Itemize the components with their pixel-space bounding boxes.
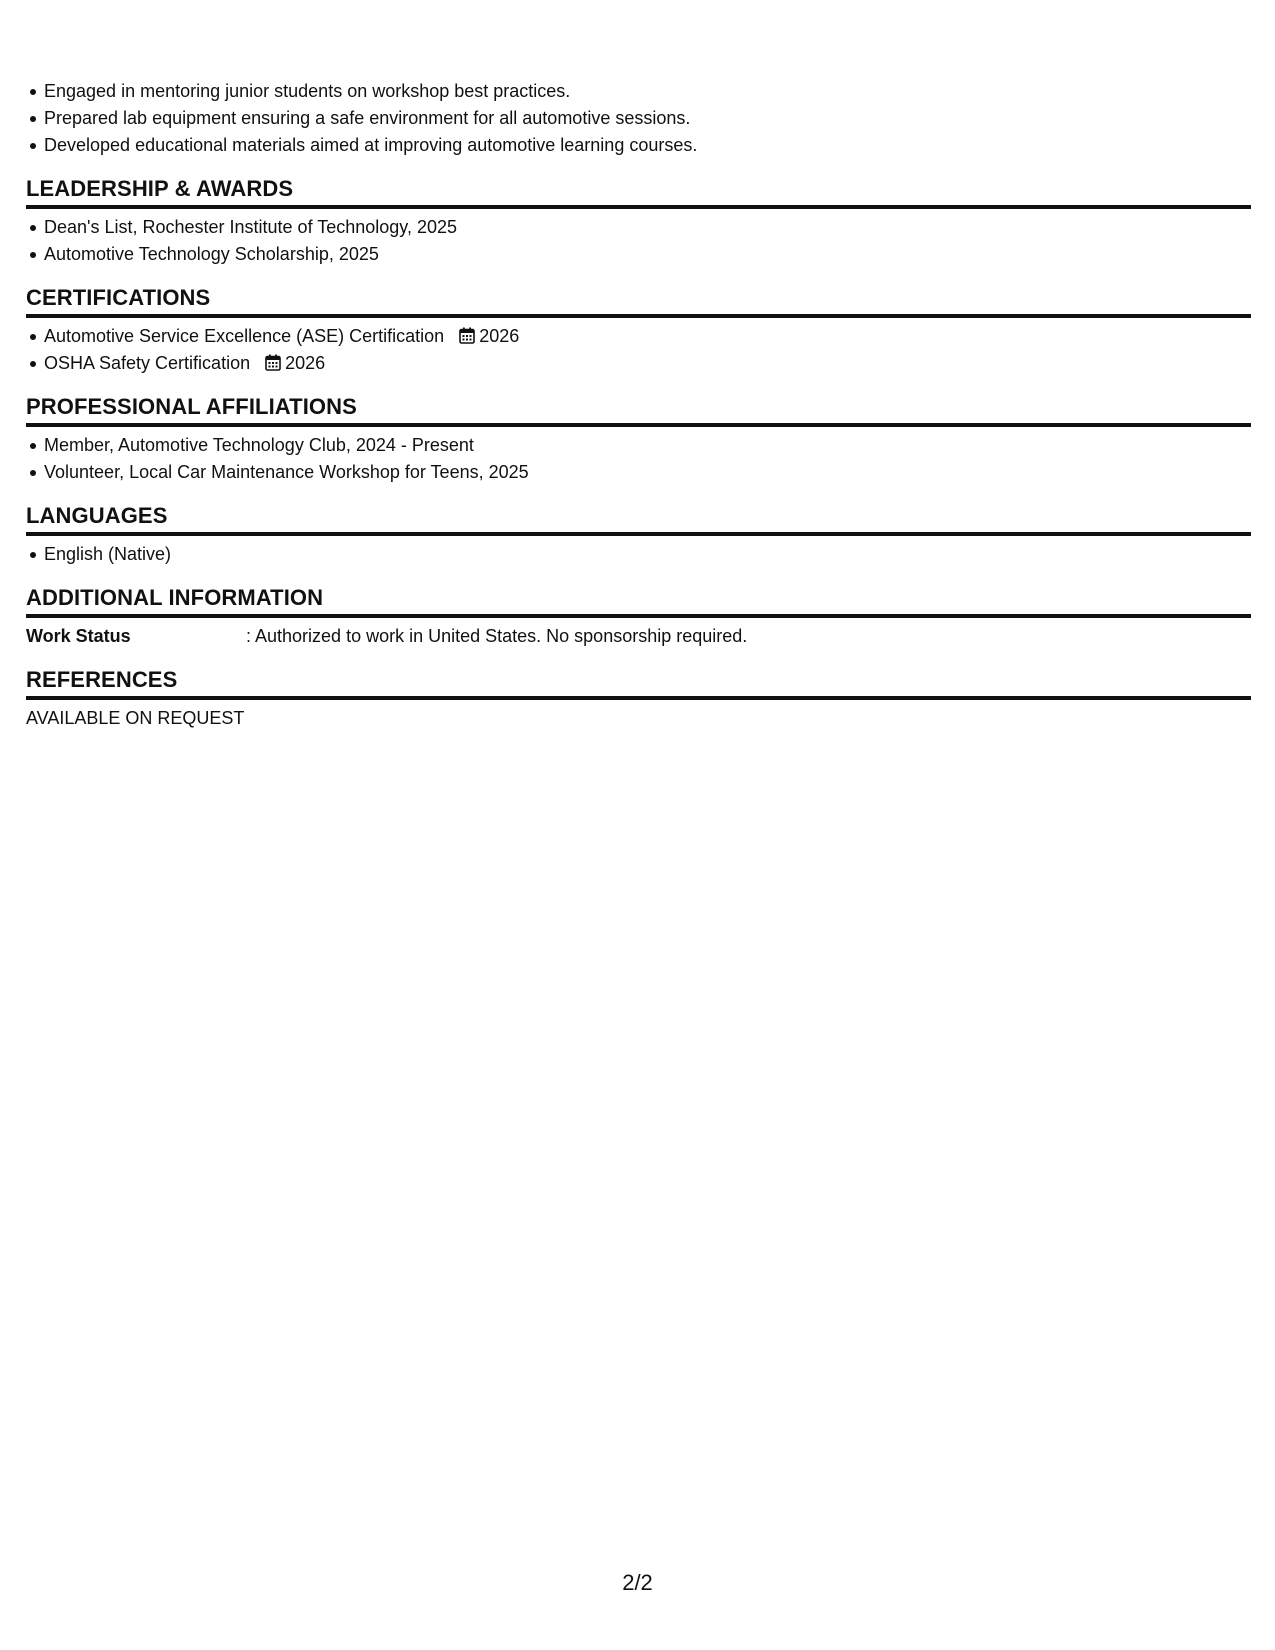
section-additional-information [26,584,1251,650]
page-number: 2/2 [622,1570,653,1595]
certification-name: OSHA Safety Certification [44,353,251,373]
section-title: REFERENCES [26,666,1251,700]
affiliations-list [26,432,1251,486]
list-item: Dean's List, Rochester Institute of Technology, 2025 [44,214,1251,241]
list-item: Member, Automotive Technology Club, 2024 - Present [44,432,1251,459]
list-item: Automotive Technology Scholarship, 2025 [44,241,1251,268]
calendar-icon [265,354,281,371]
work-status-value: : Authorized to work in United States. No sponsorship required. [246,626,748,646]
leadership-list [26,214,1251,268]
section-title: LEADERSHIP & AWARDS [26,175,1251,209]
references-text: AVAILABLE ON REQUEST [26,708,245,728]
list-item: Volunteer, Local Car Maintenance Workshop for Teens, 2025 [44,459,1251,486]
list-item: Engaged in mentoring junior students on workshop best practices. [44,78,1251,105]
list-item: English (Native) [44,541,1251,568]
section-title: CERTIFICATIONS [26,284,1251,318]
list-item [44,350,1251,377]
resume-page [26,78,1251,732]
certification-year: 2026 [285,353,326,373]
work-status-row [26,623,1251,650]
certification-year: 2026 [479,326,520,346]
section-title: PROFESSIONAL AFFILIATIONS [26,393,1251,427]
calendar-icon [459,327,475,344]
experience-continued-list [26,78,1251,159]
section-professional-affiliations [26,393,1251,486]
section-languages [26,502,1251,568]
languages-list [26,541,1251,568]
certification-name: Automotive Service Excellence (ASE) Certification [44,326,445,346]
section-references [26,666,1251,732]
work-status-label: Work Status [26,626,131,646]
certifications-list [26,323,1251,377]
list-item: Developed educational materials aimed at improving automotive learning courses. [44,132,1251,159]
list-item: Prepared lab equipment ensuring a safe environment for all automotive sessions. [44,105,1251,132]
section-leadership-awards [26,175,1251,268]
section-title: ADDITIONAL INFORMATION [26,584,1251,618]
list-item [44,323,1251,350]
section-title: LANGUAGES [26,502,1251,536]
section-certifications [26,284,1251,377]
